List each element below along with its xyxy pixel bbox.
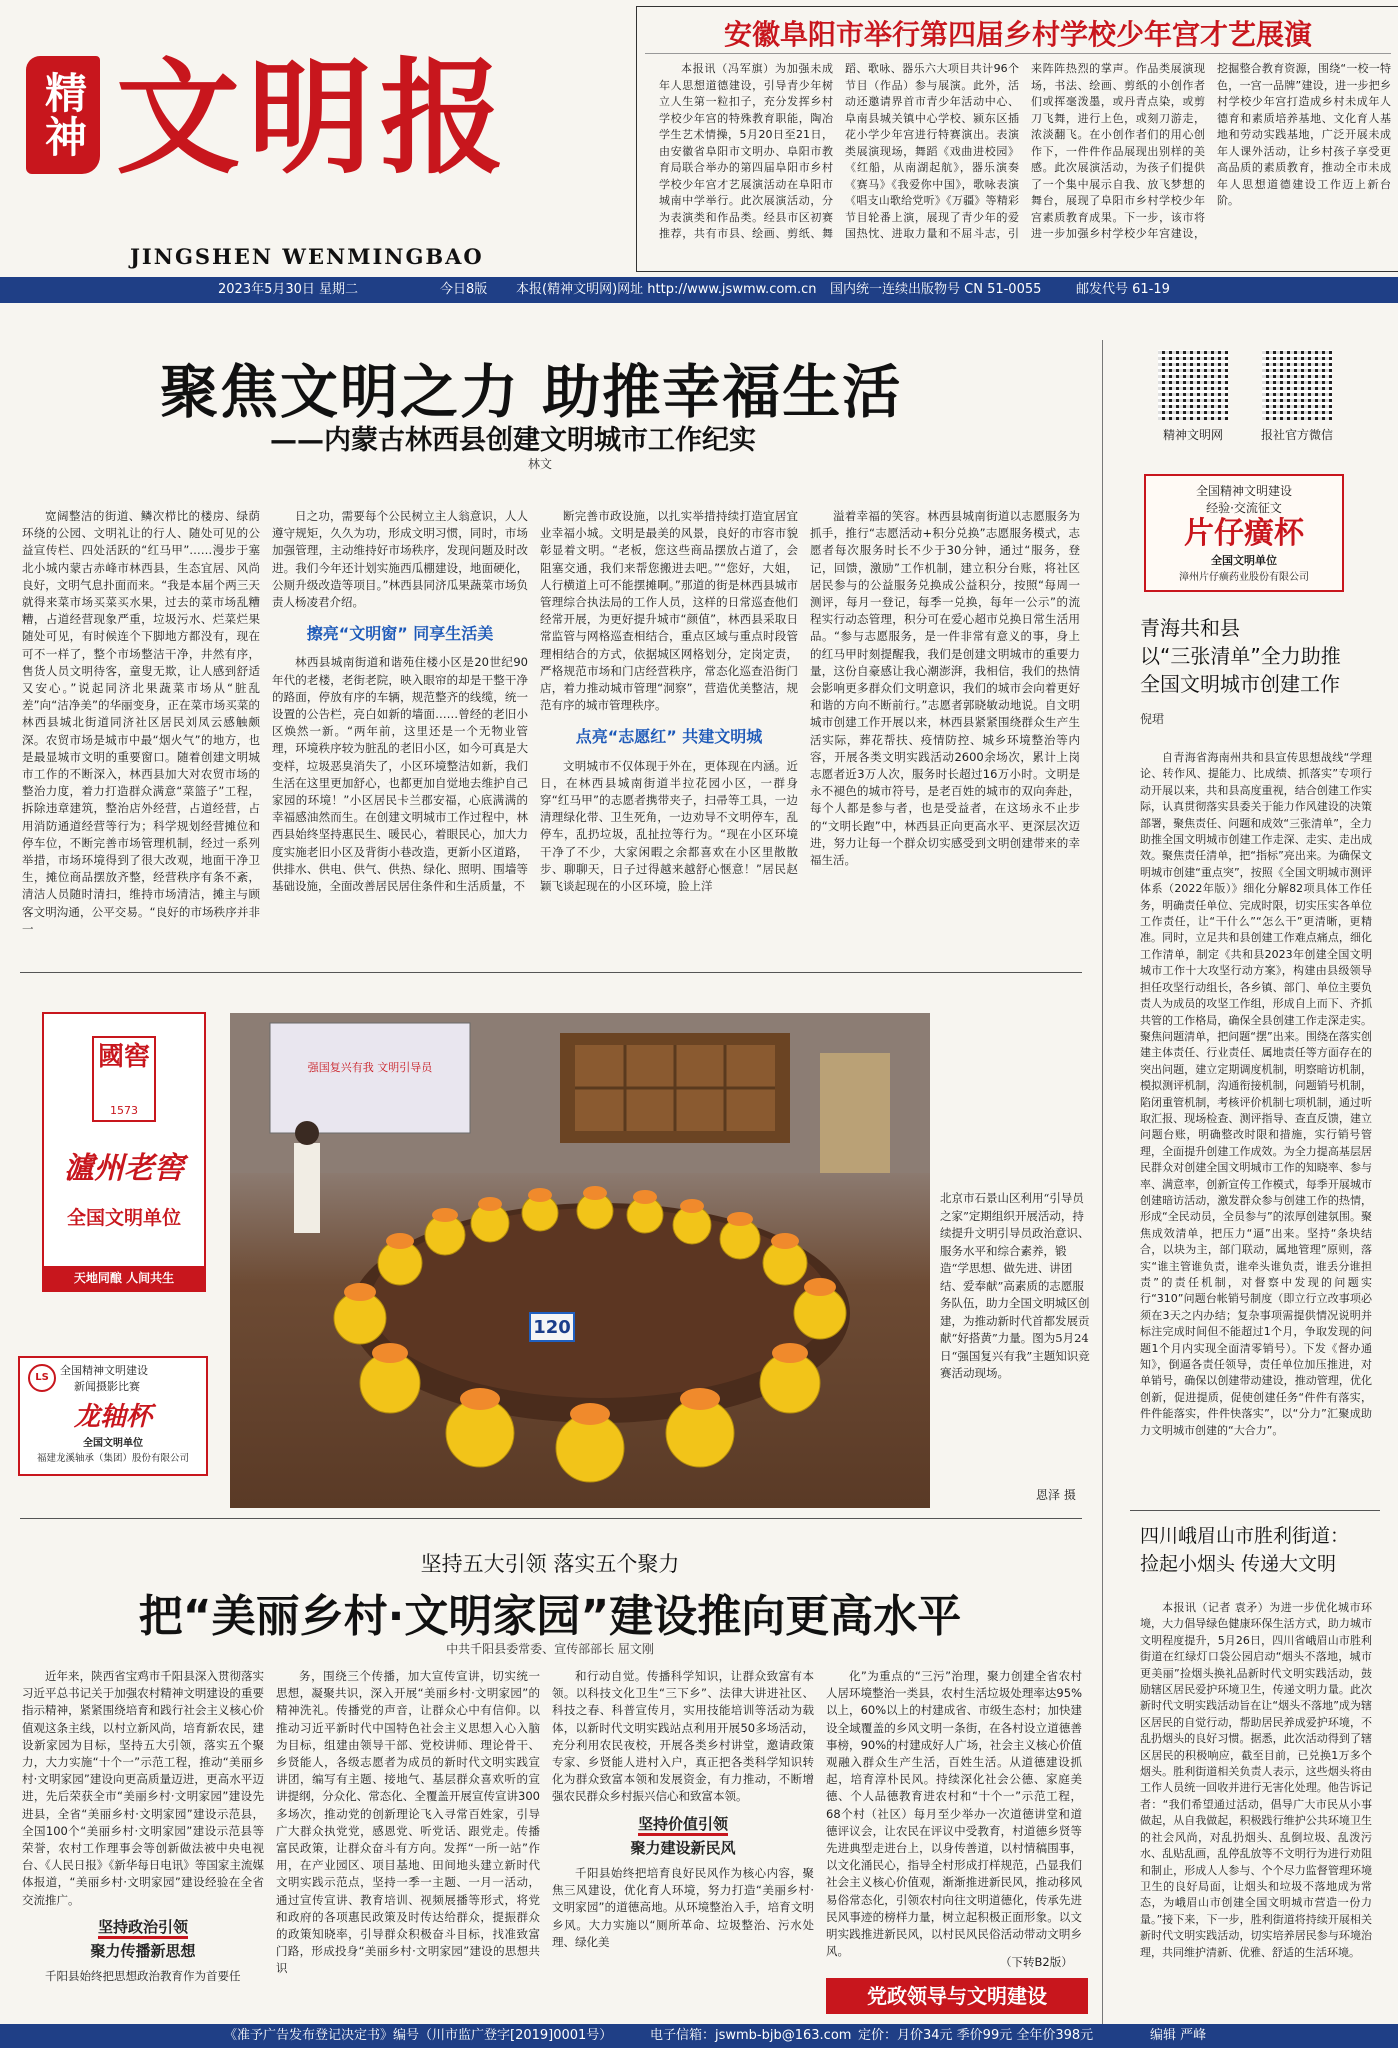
lead-subhead-1: 擦亮“文明窗” 同享生活美 xyxy=(306,624,494,644)
top-news-box xyxy=(636,6,1398,272)
qr-code-right[interactable] xyxy=(1262,350,1332,420)
ad1-company: 漳州片仔癀药业股份有限公司 xyxy=(1179,572,1309,583)
ad1-sub: 全国文明单位 xyxy=(1211,554,1277,567)
ad2-script: 瀘州老窖 xyxy=(64,1151,184,1186)
lead-subtitle: ——内蒙古林西县创建文明城市工作纪实 xyxy=(270,425,756,456)
lead-col-1: 宽阔整洁的街道、鳞次栉比的楼房、绿荫环绕的公园、文明礼让的行人、随处可见的公益宣传栏、四处活跃的“红马甲”……漫步于塞北小城内蒙古赤峰市林西县，生态宜居、风尚良好，文明气息扑面而来。“我是本届个两三天就得来菜市场买菜买水果，过去的菜市场乱糟糟，占道经营现象严重，垃圾污水、烂菜烂果随处可见，有时候连个下脚地方都没有，现在可不一样了，整个市场整洁干净，井然有序，售货人员文明待客，童叟无欺，让人感到舒适又安心。”说起同济北果蔬菜市场从“脏乱差”向“洁净美”的华丽变身，正在菜市场买菜的林西县城北街道同济社区居民刘凤云感触颇深。农贸市场是城市中最“烟火气”的地方，也是最显城市文明的重要窗口。随着创建文明城市工作的不断深入，林西县加大对农贸市场的整治力度，着力打造群众满意“菜篮子”工程，拆除违章建筑，整治店外经营，占道经营，占用消防通道经营等行为；科学规划经营摊位和停车位，不断完善市场管理机制，经过一系列举措，市场环境得到了很大改观，地面干净卫生，摊位商品摆放齐整，经营秩序有条不紊，清洁人员随时清扫，维持市场清洁，摊主与顾客文明沟通，公平交易。“良好的市场秩序并非一 xyxy=(22,509,260,936)
ad2-unit: 全国文明单位 xyxy=(66,1207,181,1229)
website-link[interactable]: 本报(精神文明网)网址 http://www.jswmw.com.cn xyxy=(516,282,817,297)
side1-text: 自青海省海南州共和县宣传思想战线“学理论、转作风、提能力、比成绩、抓落实”专项行动开展以来，共和县高度重视，结合创建工作实际，认真贯彻落实县委关于能力作风建设的决策部署，聚焦责任、问题和成效“三张清单”，全力助推全国文明城市创建工作走深、走实、走出成效。聚焦责任清单，把“指标”亮出来。为确保文明城市创建“重点突”，按照《全国文明城市测评体系（2022年版）》细化分解82项具体工作任务，明确责任单位、完成时限，切实压实各单位工作责任，让“干什么”“怎么干”更清晰，更精准。同时，立足共和县创建工作难点痛点，细化工作清单，制定《共和县2023年创建全国文明城市工作十大攻坚行动方案》，构建由县级领导担任攻坚行动组长，各乡镇、部门、单位主要负责人为成员的攻坚工作组，形成自上而下、齐抓共管的工作格局，确保全县创建工作走深走实。聚焦问题清单，把问题“摆”出来。围绕在落实创建主体责任、行业责任、属地责任等方面存在的突出问题，建立定期调度机制，明察暗访机制，模拟测评机制，沟通衔接机制，问题销号机制，陷闭重管机制，考核评价机制七项机制，通过听取汇报、现场检查、测评指导、查直反馈，建立问题台账，明确整改时限和措施，实行销号管理，全面提升创建工作成效。为全力提高基层居民群众对创建全国文明城市工作的知晓率、参与率、满意率，创新宣传工作模式，每季开展城市创建暗访活动，激发群众参与创建工作的热情，形成“全民动员，全员参与”的浓厚创建氛围。聚焦成效清单，把压力“逼”出来。坚持“条块结合，以块为主，部门联动，属地管理”原则，落实“谁主管谁负责，谁牵头谁负责，谁丢分谁担责”的责任机制，对督察中发现的问题实行“310”问题台帐销号制度（即立行立改事项必须在3天之内办结；复杂事项需提供情况说明并标注完成时间但不能超过1个月，争取发现的问题1个月内实现全面清零销号）。下发《督办通知》，倒逼各责任领导，责任单位加压推进，对单销号，确保以创建带动建设，推动管理，优化创新，促进提质，促使创建任务“件件有落实，件件能落实，件件快落实”，以“分力”汇聚成助力文明城市创建的“大合力”。 xyxy=(1140,751,1372,1437)
top-news-text: 本报讯（冯军旗）为加强未成年人思想道德建设，引导青少年树立人生第一粒扣子，充分发挥乡村学校少年宫的特殊教育职能，陶冶学生艺术情操，5月20日至21日，由安徽省阜阳市文明办、阜阳市教育局联合举办的第四届阜阳市乡村学校少年宫才艺展演活动在阜阳市城南中学举行。此次展演活动，分为表演类和作品类。经县市区初赛推荐，共有市县、绘画、剪纸、舞蹈、歌咏、器乐六大项目共计96个节目（作品）参与展演。此外，活动还邀请界首市青少年活动中心、阜南县城关镇中心学校、颍东区插花小学少年宫进行特赛演出。表演类展演现场，舞蹈《戏曲进校园》《红船，从南湖起航》，器乐演奏《赛马》《我爱你中国》，歌咏表演《唱支山歌给党听》《万疆》等精彩节目轮番上演，展现了青少年的爱国热忱、进取力量和不屈斗志，引来阵阵热烈的掌声。作品类展演现场，书法、绘画、剪纸的小创作者们或挥毫泼墨，或丹青点染，或剪刀飞舞，进行上色，或刻刀游走，浓淡翻飞。在小创作者们的用心创作下，一件件作品展现出别样的美感。此次展演活动，为孩子们提供了一个集中展示自我、放飞梦想的舞台，展现了阜阳市乡村学校少年宫素质教育成果。下一步，该市将进一步加强乡村学校少年宫建设，挖掘整合教育资源，围绕“一校一特色，一宫一品牌”建设，进一步把乡村学校少年宫打造成乡村未成年人德育和素质培养基地、文化育人基地和劳动实践基地，广泛开展未成年人课外活动，让乡村孩子享受更高品质的素质教育，推动全市未成年人思想道德建设工作迈上新台阶。 xyxy=(659,62,1391,240)
lead-col-4: 溢着幸福的笑容。林西县城南街道以志愿服务为抓手，推行“志愿活动+积分兑换”志愿服务模式，志愿者每次服务时长不少于30分钟，通过“服务，登记，回馈，激励”工作机制，建立积分台账，将社区居民参与的公益服务兑换成公益积分，按照“每周一测评，每月一登记，每季一兑换，每年一公示”的流程实行动态管理，积分可在爱心超市兑换日常生活用品。“参与志愿服务，是一件非常有意义的事，身上的红马甲时刻提醒我，我们是创建文明城市的重要力量，这份自豪感让我心潮澎湃，我相信，我们的热情会影响更多群众们文明意识，我们的城市会向着更好和谐的方向不断前行。”志愿者郭晓敏动地说。自文明城市创建工作开展以来，林西县紧紧围绕群众生产生活实际，葬花帮扶、疫情防控、城乡环境整治等内容，开展各类文明实践活动2600余场次，累计上岗志愿者近3万人次，服务时长超过16万小时。文明是永不褪色的城市符号，是老百姓的城市的双向奔赴，每个人都是参与者，也是受益者，在这场永不止步的“文明长跑”中，林西县正向更高水平、更深层次迈进，努力让每一个群众切实感受到文明创建带来的幸福生活。 xyxy=(810,509,1080,868)
postal-code: 邮发代号 61-19 xyxy=(1076,282,1170,297)
ad3-line1: 全国精神文明建设 xyxy=(60,1364,148,1377)
side2-text: 本报讯（记者 袁矛）为进一步优化城市环境，大力倡导绿色健康环保生活方式，助力城市文明程度提升，5月26日，四川省峨眉山市胜利街道在红绿灯口袋公园启动“烟头不落地，城市更美丽”捡烟头换礼品新时代文明实践活动，鼓励辖区居民爱护环境卫生，传递文明力量。此次新时代文明实践活动旨在让“烟头不落地”成为辖区居民的自觉行动，帮助居民养成爱护环境，不乱扔烟头的良好习惯。据悉，此次活动得到了辖区居民的积极响应，截至目前，已兑换1万多个烟头。胜利街道相关负责人表示，这些烟头将由工作人员统一回收并进行无害化处理。他告诉记者：“我们希望通过活动，倡导广大市民从小事做起，从自我做起，积极践行维护公共环境卫生的社会风尚，对乱扔烟头、乱倒垃圾、乱泼污水、乱贴乱画，乱停乱放等不文明行为进行劝阻和制止，形成人人参与、个个尽力监督管理环境卫生的良好局面，让烟头和垃圾不落地成为常态，为峨眉山市创建全国文明城市营造一份力量。”接下来，下一步，胜利街道将持续开展相关新时代文明实践活动，切实培养居民参与环境治理，共同维护清新、优雅、舒适的生活环境。 xyxy=(1140,1601,1372,1959)
side2-title: 四川峨眉山市胜利街道： 捡起小烟头 传递大文明 xyxy=(1140,1525,1350,1575)
page-count: 今日8版 xyxy=(440,282,488,297)
ad3-logo: LS xyxy=(28,1364,56,1392)
photo-number-sign: 120 xyxy=(533,1317,571,1338)
masthead xyxy=(20,20,620,235)
issn: 国内统一连续出版物号 CN 51-0055 xyxy=(830,282,1042,297)
lead-title: 聚焦文明之力 助推幸福生活 xyxy=(160,358,903,426)
ad-longzhou xyxy=(18,1356,208,1476)
masthead-logo: 文明报 xyxy=(116,46,513,191)
bottom-title: 把“美丽乡村·文明家园”建设推向更高水平 xyxy=(138,1591,962,1642)
news-photo xyxy=(230,1013,930,1508)
footer-email[interactable]: 电子信箱：jswmb-bjb@163.com xyxy=(650,2028,852,2043)
bottom-subhead-2b: 聚力建设新民风 xyxy=(630,1838,736,1857)
ad1-line2: 经验·交流征文 xyxy=(1206,501,1282,515)
ad2-slogan: 天地同酿 人间共生 xyxy=(44,1266,204,1290)
qr-right-label: 报社官方微信 xyxy=(1260,428,1333,442)
bottom-kicker: 坚持五大引领 落实五个聚力 xyxy=(420,1552,680,1576)
footer-editor: 编辑 严峰 xyxy=(1150,2028,1207,2043)
ad-pianzaihuang xyxy=(1144,474,1344,592)
volunteer-meeting-illustration xyxy=(230,1013,930,1508)
info-bar xyxy=(0,277,1398,303)
photo-credit: 恩泽 摄 xyxy=(1036,1488,1076,1502)
bottom-subhead-1a: 坚持政治引领 xyxy=(98,1919,188,1939)
ad1-line1: 全国精神文明建设 xyxy=(1195,484,1292,498)
side1-title: 青海共和县 以“三张清单”全力助推 全国文明城市创建工作 xyxy=(1140,616,1341,696)
qr-code-left[interactable] xyxy=(1158,350,1228,420)
ad3-unit: 全国文明单位 xyxy=(83,1438,143,1449)
lead-col-2: 日之功，需要每个公民树立主人翁意识，人人遵守规矩，久久为功，形成文明习惯，同时，市场加强管理，主动维持好市场秩序，发现问题及时改进。我们今年还计划实施西瓜棚建设，地面硬化，公厕升级改造等项目。”林西县同济瓜果蔬菜市场负责人杨凌君介绍。 擦亮“文明窗” 同享生活美 林西县城南街道和谐苑住楼小区是20世纪90年代的老楼，老街老院，映入眼帘的却是干整干净的路面，停放有序的车辆，规范整齐的线缆，统一设置的公告栏，亮白如新的墙面……曾经的老旧小区焕然一新。“两年前，这里还是一个无物业管理，环境秩序较为脏乱的老旧小区，如今可真是大变样，垃圾恶臭消失了，小区环境整洁如新，我们生活在这里更加舒心，也都更加自觉地去维护自己家园的环境！”小区居民卡兰郡安福，心底满满的幸福感油然而生。在创建文明城市工作过程中，林西县始终坚持惠民生、暖民心，着眼民心，加大力度实施老旧小区及背街小巷改造，更新小区道路，供排水、供电、供气、供热、绿化、照明、围墙等基础设施，全面改善居民居住条件和生活质量，不 xyxy=(272,509,528,894)
bottom-author: 中共千阳县委常委、宣传部部长 屈文刚 xyxy=(446,1642,654,1656)
ad3-brand: 龙轴杯 xyxy=(73,1402,152,1432)
bottom-col-1: 近年来，陕西省宝鸡市千阳县深入贯彻落实习近平总书记关于加强农村精神文明建设的重要指示精神，紧紧围绕培育和践行社会主义核心价值观这条主线，以村立新风尚，培育新农民，建设新家园为目标，坚持五大引领，落实五个聚力，大力实施“十个一”示范工程，推动“美丽乡村·文明家园”建设向更高质量迈进，更高水平迈进，先后荣获全市“美丽乡村·文明家园”建设先进县，全省“美丽乡村·文明家园”建设示范县，全国100个“美丽乡村·文明家园”建设示范县等荣誉，农村工作理事会等创新做法被中央电视台、《人民日报》《新华每日电讯》等国家主流媒体报道，“美丽乡村·文明家园”建设经验在全省交流推广。 坚持政治引领 聚力传播新思想 千阳县始终把思想政治教育作为首要任 xyxy=(22,1669,264,1984)
ad1-brand: 片仔癀杯 xyxy=(1184,516,1304,551)
bottom-col-2: 务，围绕三个传播，加大宣传宣讲，切实统一思想，凝聚共识，深入开展“美丽乡村·文明家园”的精神洗礼。传播党的声音，让群众心中有信仰。以推动习近平新时代中国特色社会主义思想入心入脑为目标，组建由领导干部、党校讲师、理论骨干、乡贤能人，各级志愿者为成员的新时代文明实践宣讲团，编写有主题、接地气、基层群众喜欢听的宣讲提纲，分众化、常态化、全覆盖开展宣传宣讲300多场次，推动党的创新理论飞入寻常百姓家，引导广大群众执党党，感恩党、听党话、跟党走。传播富民政策，让群众奋斗有方向。发挥“一所一站”作用，在产业园区、项目基地、田间地头建立新时代文明实践示范点，坚持一季一主题、一月一活动，通过宣传宣讲、教育培训、视频展播等形式，将党和政府的各项惠民政策及时传达给群众，提振群众的政策知晓率，引导群众积极奋斗目标，找准致富门路，形成投身“美丽乡村·文明家园”建设的思想共识 xyxy=(276,1669,540,1976)
issue-date: 2023年5月30日 星期二 xyxy=(218,282,359,297)
ad3-company: 福建龙溪轴承（集团）股份有限公司 xyxy=(36,1453,189,1464)
lead-col-3: 断完善市政设施，以扎实举措持续打造宜居宜业幸福小城。文明是最美的风景，良好的市容市貌彰显着文明。“老板，您这些商品摆放占道了，会阻塞交通，我们来帮您搬进去吧。”“您好，大姐，人行横道上可不能摆摊啊。”那道的街是林西县城市管理综合执法局的工作人员，这样的日常巡查他们经常开展，为更好提升城市“颜值”，林西县采取日常监管与网格巡查相结合，重点区域与重点时段管理相结合的方式，依据城区网格划分，定岗定责，严格规范市场和门店经营秩序，常态化巡查沿街门店，着力推动城市管理“洞察”，营造优美整洁，规范有序的城市管理秩序。 点亮“志愿红” 共建文明城 文明城市不仅体现于外在，更体现在内涵。近日，在林西县城南街道半拉花园小区，一群身穿“红马甲”的志愿者携带夹子，扫帚等工具，一边清理绿化带、卫生死角，一边劝导不文明停车，乱停车，乱扔垃圾，乱扯拉等行为。“现在小区环境干净了不少，大家闲暇之余都喜欢在小区里散散步、聊聊天，日子过得越来越舒心惬意！”居民赵颖飞谈起现在的小区环境，脸上洋 xyxy=(540,509,798,894)
ad3-line2: 新闻摄影比赛 xyxy=(74,1380,140,1393)
lead-subhead-2: 点亮“志愿红” 共建文明城 xyxy=(575,727,763,747)
ad-luzhou-laojiao xyxy=(42,1012,206,1292)
masthead-pinyin: JINGSHEN WENMINGBAO xyxy=(130,244,484,269)
bottom-subhead-2a: 坚持价值引领 xyxy=(638,1816,728,1836)
footer-price: 定价：月价34元 季价99元 全年价398元 xyxy=(858,2028,1094,2043)
masthead-seal: 精神 xyxy=(26,56,100,174)
lead-author: 林文 xyxy=(528,457,553,471)
photo-banner: 强国复兴有我 文明引导员 xyxy=(307,1061,433,1074)
bottom-col-4: 化”为重点的“三污”治理，聚力创建全省农村人居环境整治一类县，农村生活垃圾处理率达95%以上，60%以上的村建成省、市级生态村；加快建设全域覆盖的乡风文明一条街，在各村设立道德善事榜，90%的村建成好人广场，社会主义核心价值观融入群众生产生活，百姓生活。从道德建设抓起，培育淳朴民风。持续深化社会公德、家庭美德、个人品德教育进农村和“十个一”示范工程，68个村（社区）每月至少举办一次道德讲堂和道德评议会，让农民在评议中受教育，村道德乡贤等先进典型走进台上，以身传善道，以村情稿围事，以文化涌民心，指导全村形成打样规范，凸显我们社会主义核心价值观，渐渐推进新民风，推动移风易俗常态化，引领农村向往文明道德化，传承先进民风事迹的榜样力量，树立起积极正面形象。以文明实践推进新民风，以村民风民俗活动带动文明乡风。 xyxy=(826,1669,1082,1959)
side1-author: 倪珺 xyxy=(1140,712,1165,726)
footer-bar xyxy=(0,2024,1398,2048)
bottom-turn-note: （下转B2版） xyxy=(1000,1955,1073,1969)
photo-caption: 北京市石景山区利用“引导员之家”定期组织开展活动，持续提升文明引导员政治意识、服务水平和综合素养，锻造“学思想、做先进、讲团结、爱奉献”高素质的志愿服务队伍，助力全国文明城区创建，为推动新时代首都发展贡献“好搭黄”力量。图为5月24日“强国复兴有我”主题知识竞赛活动现场。 xyxy=(940,1191,1090,1380)
section-tag: 党政领导与文明建设 xyxy=(826,1978,1088,2014)
ad2-number: 1573 xyxy=(110,1104,138,1117)
qr-left-label: 精神文明网 xyxy=(1162,428,1223,442)
bottom-col-3: 和行动自觉。传播科学知识，让群众致富有本领。以科技文化卫生“三下乡”、法律大讲进社区、科技之春、科普宣传月，实用技能培训等活动为载体，以新时代文明实践站点利用开展50多场活动，充分利用农民夜校，开展各类乡村讲堂，邀请政策专家、乡贤能人进村入户，真正把各类科学知识转化为群众致富本领和发展资金，有力推动，不断增强农民群众乡村振兴信心和致富本领。 坚持价值引领 聚力建设新民风 千阳县始终把培育良好民风作为核心内容，聚焦三风建设，优化育人环境，努力打造“美丽乡村·文明家园”的道德高地。从环境整治入手，培育文明乡风。大力实施以“厕所革命、垃圾整治、污水处理、绿化美 xyxy=(552,1669,814,1949)
bottom-subhead-1b: 聚力传播新思想 xyxy=(90,1942,196,1961)
footer-permit: 《准予广告发布登记决定书》编号（川市监广登字[2019]0001号） xyxy=(224,2028,613,2043)
top-news-title: 安徽阜阳市举行第四届乡村学校少年宫才艺展演 xyxy=(723,18,1312,51)
ad2-brand: 國窖 xyxy=(92,1036,156,1122)
